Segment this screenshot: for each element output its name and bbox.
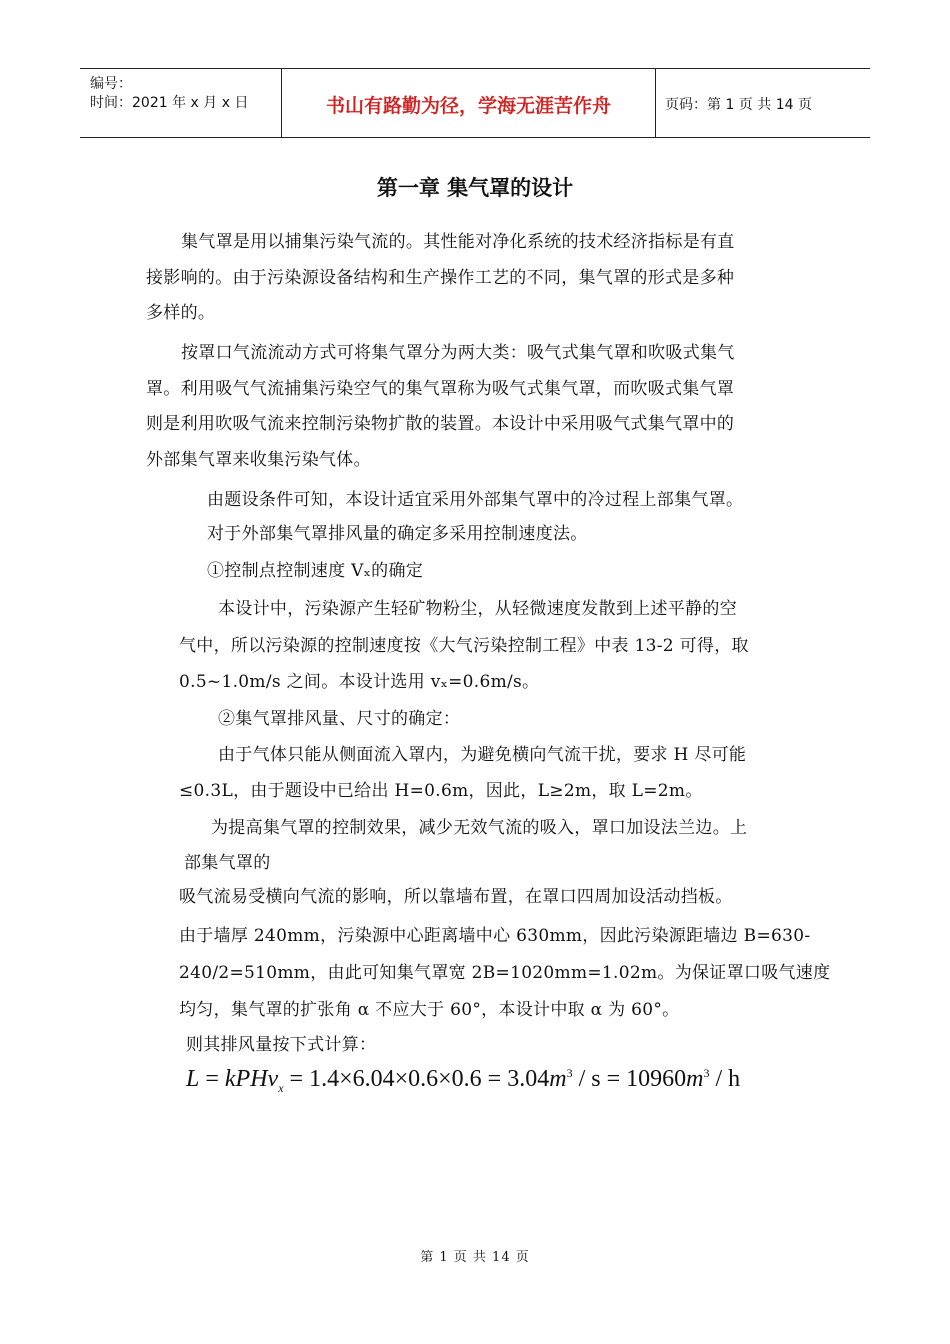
paragraph-line: 由题设条件可知，本设计适宜采用外部集气罩中的冷过程上部集气罩。 <box>207 490 744 510</box>
section-heading: ①控制点控制速度 Vₓ的确定 <box>207 561 424 581</box>
header-table <box>80 68 870 138</box>
formula-unit2: / h <box>709 1066 741 1092</box>
formula-unit1: / s = 10960 <box>572 1066 687 1092</box>
paragraph-line: 由于气体只能从侧面流入罩内，为避免横向气流干扰，要求 H 尽可能 <box>218 745 747 765</box>
page-footer: 第 1 页 共 14 页 <box>420 1250 530 1265</box>
header-left-cell <box>80 69 281 137</box>
paragraph-line: 部集气罩的 <box>184 853 271 873</box>
paragraph-line: 吸气流易受横向气流的影响，所以靠墙布置，在罩口四周加设活动挡板。 <box>179 887 733 907</box>
time-label: 时间：2021 年 x 月 x 日 <box>90 95 249 111</box>
formula-eq: = <box>199 1066 225 1092</box>
formula-m2: m <box>686 1066 704 1092</box>
paragraph-line: 由于墙厚 240mm，污染源中心距离墙中心 630mm，因此污染源距墙边 B=630- <box>179 926 811 946</box>
paragraph-line: ≤0.3L，由于题设中已给出 H=0.6m，因此，L≥2m，取 L=2m。 <box>179 781 703 801</box>
paragraph-line: 按罩口气流流动方式可将集气罩分为两大类：吸气式集气罩和吹吸式集气 <box>181 343 735 363</box>
paragraph-line: 240/2=510mm，由此可知集气罩宽 2B=1020mm=1.02m。为保证罩口吸气速度 <box>179 963 831 983</box>
paragraph-line: 则是利用吹吸气流来控制污染物扩散的装置。本设计中采用吸气式集气罩中的 <box>146 414 735 434</box>
paragraph-line: 则其排风量按下式计算： <box>186 1035 377 1055</box>
airflow-formula <box>186 1066 740 1096</box>
header-center-cell <box>281 69 656 137</box>
paragraph-line: 集气罩是用以捕集污染气流的。其性能对净化系统的技术经济指标是有直 <box>181 232 735 252</box>
chapter-title: 第一章 集气罩的设计 <box>376 176 574 200</box>
paragraph-line: 本设计中，污染源产生轻矿物粉尘，从轻微速度发散到上述平静的空 <box>218 599 737 619</box>
paragraph-line: 0.5~1.0m/s 之间。本设计选用 vₓ=0.6m/s。 <box>179 672 540 692</box>
paragraph-line: 气中，所以污染源的控制速度按《大气污染控制工程》中表 13-2 可得，取 <box>179 636 749 656</box>
formula-m1: m <box>549 1066 567 1092</box>
paragraph-line: 多样的。 <box>146 303 216 323</box>
paragraph-line: 接影响的。由于污染源设备结构和生产操作工艺的不同，集气罩的形式是多种 <box>146 268 735 288</box>
paragraph-line: 均匀，集气罩的扩张角 α 不应大于 60°，本设计中取 α 为 60°。 <box>179 1000 680 1020</box>
number-label: 编号： <box>90 76 132 92</box>
paragraph-line: 对于外部集气罩排风量的确定多采用控制速度法。 <box>207 524 588 544</box>
formula-calc: = 1.4×6.04×0.6×0.6 = 3.04 <box>283 1066 550 1092</box>
formula-kphv: kPHv <box>224 1066 279 1092</box>
formula-lhs: L <box>186 1066 200 1092</box>
paragraph-line: 为提高集气罩的控制效果，减少无效气流的吸入，罩口加设法兰边。上 <box>211 818 748 838</box>
section-heading: ②集气罩排风量、尺寸的确定： <box>218 709 461 729</box>
formula-sup1: 3 <box>566 1066 573 1080</box>
paragraph-line: 罩。利用吸气气流捕集污染空气的集气罩称为吸气式集气罩，而吹吸式集气罩 <box>146 379 735 399</box>
header-right-cell <box>655 69 870 137</box>
paragraph-line: 外部集气罩来收集污染气体。 <box>146 450 371 470</box>
page-info: 页码：第 1 页 共 14 页 <box>665 97 812 113</box>
formula-sub-x: x <box>278 1080 284 1095</box>
motto: 书山有路勤为径，学海无涯苦作舟 <box>325 95 611 117</box>
formula-sup2: 3 <box>703 1066 710 1080</box>
